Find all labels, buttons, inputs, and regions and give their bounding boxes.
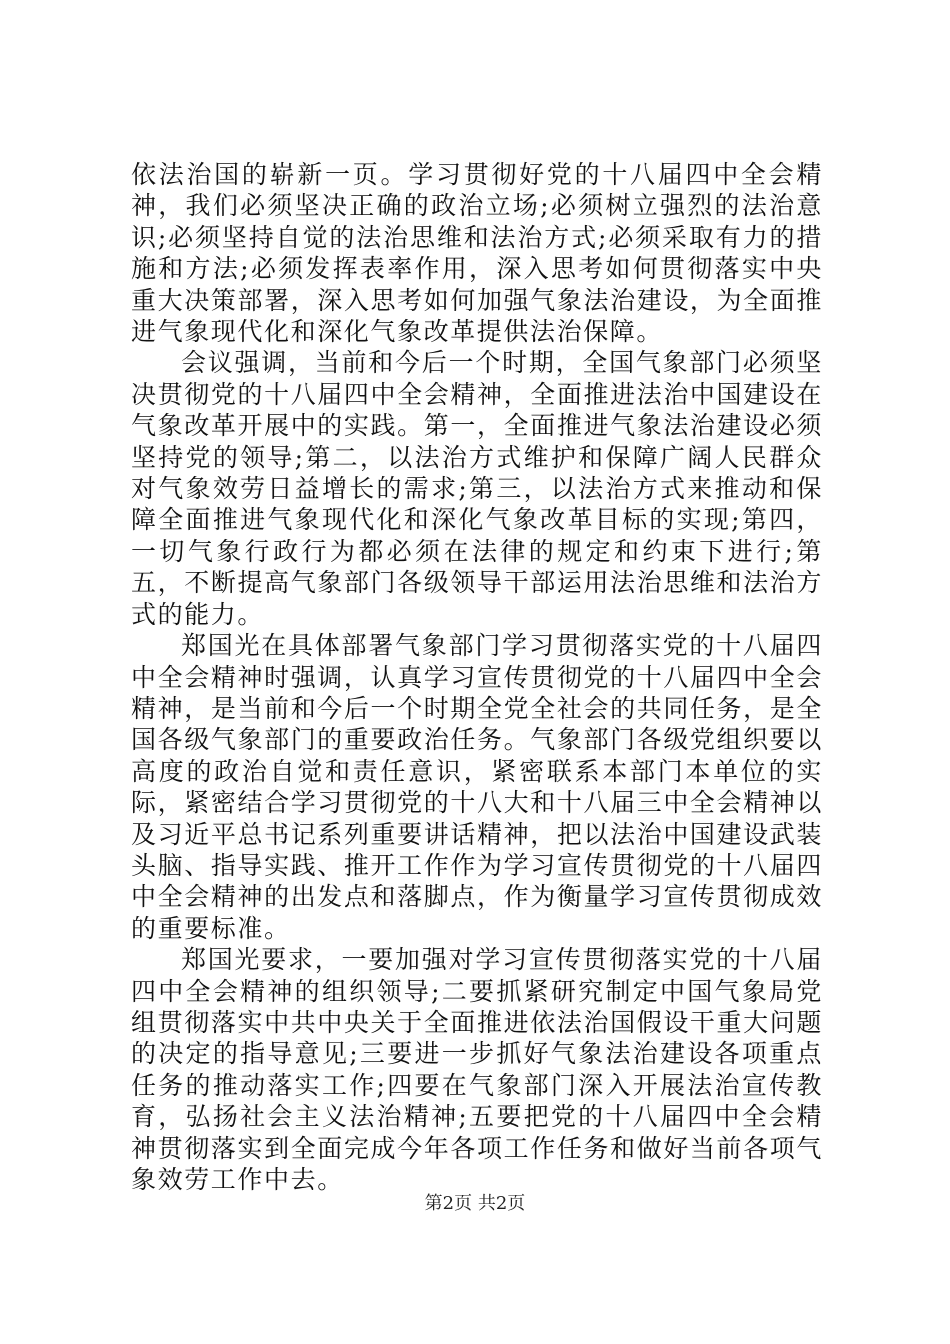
document-body xyxy=(131,159,823,1195)
paragraph-requirements: 郑国光要求，一要加强对学习宣传贯彻落实党的十八届四中全会精神的组织领导;二要抓紧研究制定中国气象局党组贯彻落实中共中央关于全面推进依法治国假设干重大问题的决定的指导意见;三要进一步抓好气象法治建设各项重点任务的推动落实工作;四要在气象部门深入开展法治宣传教育，弘扬社会主义法治精神;五要把党的十八届四中全会精神贯彻落实到全面完成今年各项工作任务和做好当前各项气象效劳工作中去。 xyxy=(131,945,823,1194)
paragraph-meeting-emphasis: 会议强调，当前和今后一个时期，全国气象部门必须坚决贯彻党的十八届四中全会精神，全面推进法治中国建设在气象改革开展中的实践。第一，全面推进气象法治建设必须坚持党的领导;第二，以法治方式维护和保障广阔人民群众对气象效劳日益增长的需求;第三，以法治方式来推动和保障全面推进气象现代化和深化气象改革目标的实现;第四，一切气象行政行为都必须在法律的规定和约束下进行;第五，不断提高气象部门各级领导干部运用法治思维和法治方式的能力。 xyxy=(131,348,823,629)
paragraph-continuation: 依法治国的崭新一页。学习贯彻好党的十八届四中全会精神，我们必须坚决正确的政治立场;必须树立强烈的法治意识;必须坚持自觉的法治思维和法治方式;必须采取有力的措施和方法;必须发挥表率作用，深入思考如何贯彻落实中央重大决策部署，深入思考如何加强气象法治建设，为全面推进气象现代化和深化气象改革提供法治保障。 xyxy=(131,160,823,347)
paragraph-deployment: 郑国光在具体部署气象部门学习贯彻落实党的十八届四中全会精神时强调，认真学习宣传贯彻党的十八届四中全会精神，是当前和今后一个时期全党全社会的共同任务，是全国各级气象部门的重要政治任务。气象部门各级党组织要以高度的政治自觉和责任意识，紧密联系本部门本单位的实际，紧密结合学习贯彻党的十八大和十八届三中全会精神以及习近平总书记系列重要讲话精神，把以法治中国建设武装头脑、指导实践、推开工作作为学习宣传贯彻党的十八届四中全会精神的出发点和落脚点，作为衡量学习宣传贯彻成效的重要标准。 xyxy=(131,631,823,943)
page-number-footer: 第2页 共2页 xyxy=(424,1193,526,1214)
